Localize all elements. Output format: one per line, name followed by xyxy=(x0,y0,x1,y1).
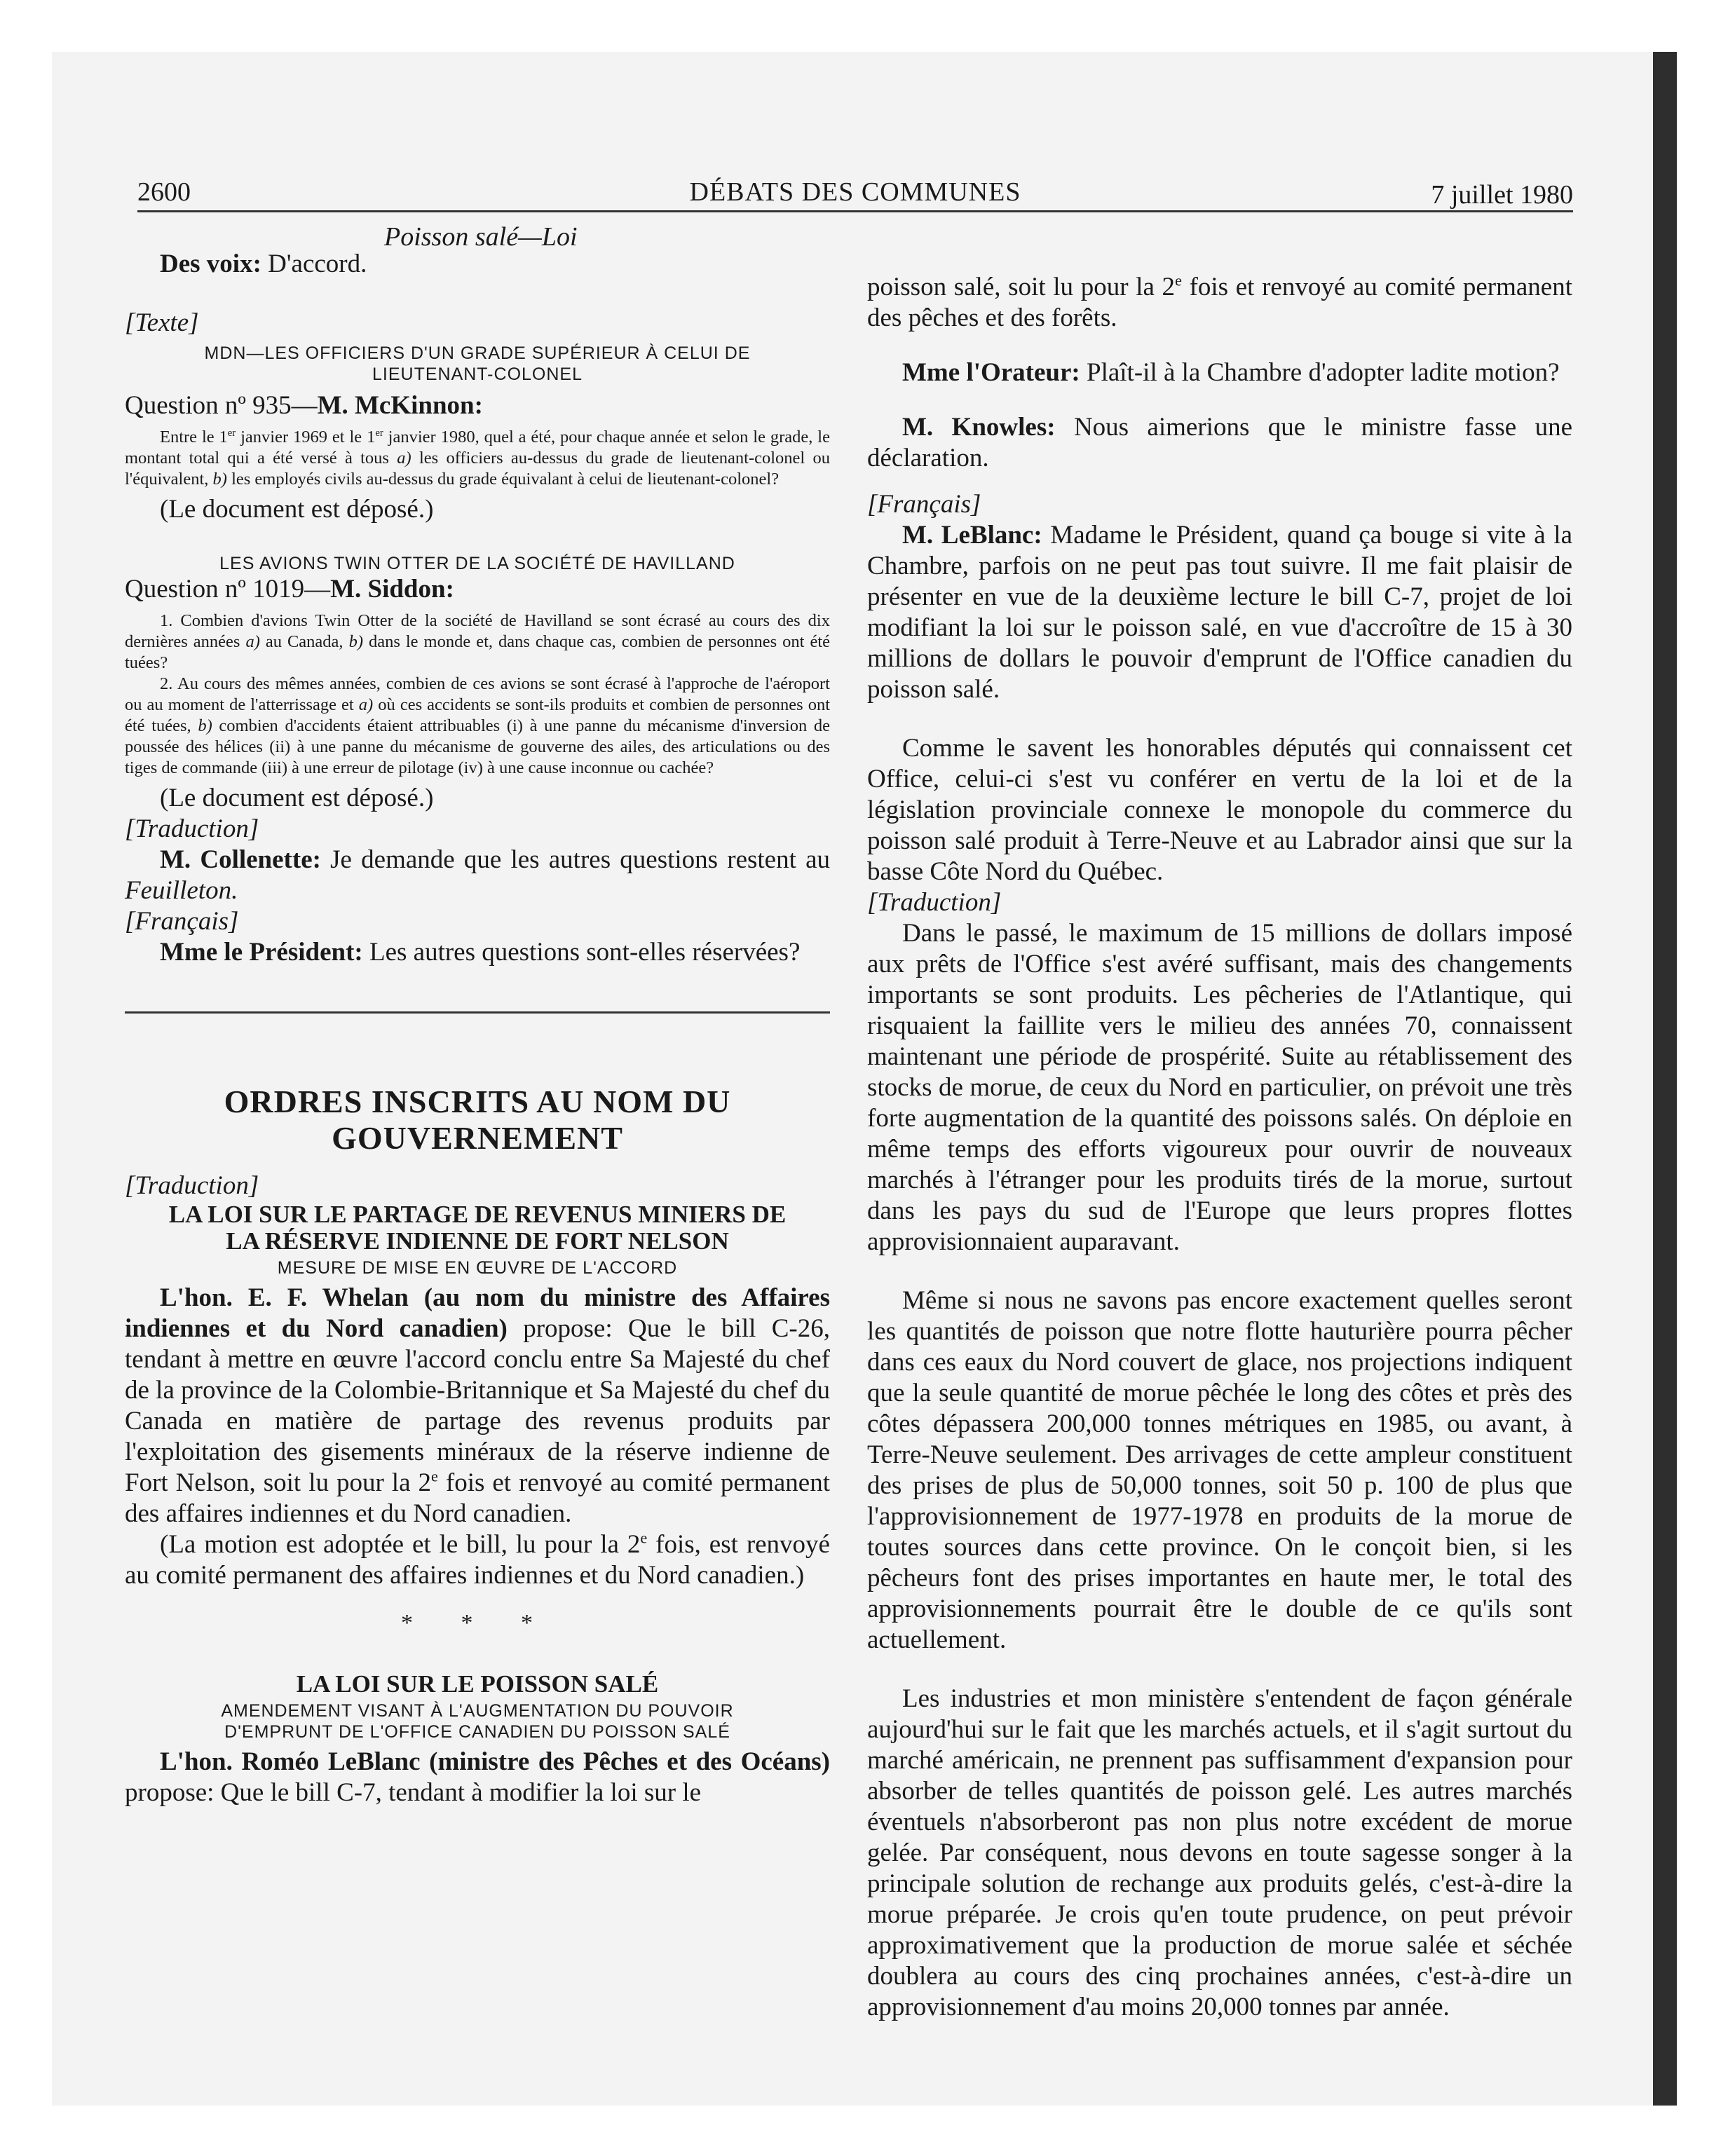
francais-tag: [Français] xyxy=(125,906,239,936)
francais-tag: [Français] xyxy=(867,490,981,519)
speaker-name: L'hon. E. F. Whelan (au nom du ministre des Affaires indiennes et du Nord canadien) xyxy=(125,1283,830,1343)
passe-paragraph: Dans le passé, le maximum de 15 millions de dollars imposé aux prêts de l'Office s'est avéré suffisant, mais des changements importants se sont produits. Les pêcheries de l'Atlantique, qui risquaient la faillite vers le milieu des années 70, connaissent maintenant une période de prospérité. Suite au rétablissement des stocks de morue, de ceux du Nord en particulier, on prévoit une très forte augmentation de la quantité des poissons salés. On déploie en même temps des efforts vigoureux pour ouvrir de nouveaux marchés à l'étranger pour les produits tirés de la morue, surtout dans les pays du sud de l'Europe que leurs propres flottes approvisionnaient auparavant. xyxy=(867,919,1572,1256)
meme-paragraph: Même si nous ne savons pas encore exactement quelles seront les quantités de poisson que notre flotte hauturière pourra pêcher dans ces eaux du Nord couvert de glace, nos projections indiquent que la seule quantité de morue pêchée le long des côtes et près des côtes dépassera 200,000 tonnes métriques en 1985, ou avant, à Terre-Neuve seulement. Des arrivages de cette ampleur constituent des prises de plus de 50,000 tonnes, soit 50 p. 100 de plus que l'approvisionnement de 1977-1978 en produits de la morue de toutes sources dans cette province. On le conçoit bien, si les pêcheurs font des prises importantes en haute mer, le total des approvisionnements pourrait être le double de ce qu'ils sont actuellement. xyxy=(867,1286,1572,1654)
poisson-sale-subtitle-1: AMENDEMENT VISANT À L'AUGMENTATION DU POUVOIR xyxy=(221,1701,734,1721)
traduction-tag: [Traduction] xyxy=(125,814,259,843)
section-divider xyxy=(125,1011,830,1014)
poisson-sale-title: LA LOI SUR LE POISSON SALÉ xyxy=(296,1670,659,1698)
office-paragraph: Comme le savent les honorables députés qui connaissent cet Office, celui-ci s'est vu conférer en vertu de la loi et de la législation provinciale connexe le monopole du commerce du poisson salé produit à Terre-Neuve et au Labrador ainsi que sur la basse Côte Nord du Québec. xyxy=(867,734,1572,886)
speaker-name: Mme le Président: xyxy=(160,937,363,967)
orders-title-line-1: ORDRES INSCRITS AU NOM DU xyxy=(224,1083,731,1119)
whelan-paragraph: L'hon. E. F. Whelan (au nom du ministre des Affaires indiennes et du Nord canadien) propose: Que le bill C-26, tendant à mettre en œuvre l'accord conclu entre Sa Majesté du chef de la province de la Colombie-Britannique et Sa Majesté du chef du Canada en matière de partage des revenus produits par l'exploitation des gisements minéraux de la réserve indienne de Fort Nelson, soit lu pour la 2e fois et renvoyé au comité permanent des affaires indiennes et du Nord canadien. xyxy=(125,1283,830,1528)
page-date: 7 juillet 1980 xyxy=(1431,180,1573,210)
fort-nelson-title-line-2: LA RÉSERVE INDIENNE DE FORT NELSON xyxy=(226,1227,729,1255)
poisson-sale-subtitle-2: D'EMPRUNT DE L'OFFICE CANADIEN DU POISSON SALÉ xyxy=(224,1722,730,1742)
voices-paragraph xyxy=(125,249,830,280)
leblanc-motion-paragraph: L'hon. Roméo LeBlanc (ministre des Pêches et des Océans) propose: Que le bill C-7, tendant à modifier la loi sur le xyxy=(125,1747,830,1807)
member-name: M. McKinnon: xyxy=(317,390,483,420)
running-head: Poisson salé—Loi xyxy=(384,222,578,252)
texte-tag: [Texte] xyxy=(125,308,199,337)
document-deposited: (Le document est déposé.) xyxy=(160,494,434,524)
right-column xyxy=(867,272,1572,2023)
question-1019-part-1: 1. Combien d'avions Twin Otter de la société de Havilland se sont écrasé au cours des dix dernières années a) au Canada, b) dans le monde et, dans chaque cas, combien de personnes ont été tuées? xyxy=(125,610,830,672)
industries-paragraph: Les industries et mon ministère s'entendent de façon générale aujourd'hui sur le fait que les marchés actuels, et il s'agit surtout du marché américain, ne prennent pas suffisamment d'expansion pour absorber de telles quantités de poisson gelé. Les autres marchés éventuels n'absorberont pas non plus notre excédent de morue gelée. Par conséquent, nous devons en toute sagesse songer à la principale solution de rechange aux produits gelés, c'est-à-dire la morue préparée. Je crois qu'en toute prudence, on peut prévoir approximativement que la production de morue salée et séchée doublera au cours des cinq prochaines années, c'est-à-dire un approvisionnement d'au moins 20,000 tonnes par année. xyxy=(867,1684,1572,2021)
orders-title-line-2: GOUVERNEMENT xyxy=(332,1119,623,1156)
scan-edge-bar xyxy=(1653,52,1677,2106)
collenette-paragraph: M. Collenette: Je demande que les autres questions restent au Feuilleton. xyxy=(125,845,830,905)
speaker-name: M. Knowles: xyxy=(902,413,1056,442)
question-935-text: Entre le 1er janvier 1969 et le 1er janvier 1980, quel a été, pour chaque année et selon le grade, le montant total qui a été versé à tous a) les officiers au-dessus du grade de lieutenant-colonel ou l'équivalent, b) les employés civils au-dessus du grade équivalant à celui de lieutenant-colonel? xyxy=(125,427,830,489)
speaker-name: Des voix: xyxy=(160,249,261,278)
mdn-title-line-2: LIEUTENANT-COLONEL xyxy=(372,364,583,384)
twin-otter-title: LES AVIONS TWIN OTTER DE LA SOCIÉTÉ DE HAVILLAND xyxy=(219,553,735,573)
left-column xyxy=(125,223,830,1808)
question-1019-heading xyxy=(125,574,830,605)
speaker-name: M. LeBlanc: xyxy=(902,521,1042,550)
continuation-paragraph: poisson salé, soit lu pour la 2e fois et renvoyé au comité permanent des pêches et des forêts. xyxy=(867,271,1572,332)
speech-text: D'accord. xyxy=(261,249,367,278)
question-label: Question nº 935— xyxy=(125,390,318,420)
mdn-title-line-1: MDN—LES OFFICIERS D'UN GRADE SUPÉRIEUR À CELUI DE xyxy=(204,343,751,363)
page-number: 2600 xyxy=(137,177,191,207)
publication-title: DÉBATS DES COMMUNES xyxy=(689,177,1021,207)
speaker-name: L'hon. Roméo LeBlanc (ministre des Pêches et des Océans) xyxy=(160,1747,830,1776)
page-header xyxy=(137,175,1573,212)
section-stars: * * * xyxy=(401,1609,554,1636)
question-label: Question nº 1019— xyxy=(125,574,331,603)
motion-paragraph: (La motion est adoptée et le bill, lu pour la 2e fois, est renvoyé au comité permanent des affaires indiennes et du Nord canadien.) xyxy=(125,1529,830,1590)
speaker-name: Mme l'Orateur: xyxy=(902,358,1080,387)
president-paragraph: Mme le Président: Les autres questions sont-elles réservées? xyxy=(160,937,801,967)
question-1019-part-2: 2. Au cours des mêmes années, combien de ces avions se sont écrasé à l'approche de l'aéroport ou au moment de l'atterrissage et a) où ces accidents se sont-ils produits et combien de personnes ont été tuées, b) combien d'accidents étaient attribuables (i) à une panne du mécanisme d'inversion de poussée des hélices (ii) à une panne du mécanisme de gouverne des ailes, des articulations ou des tiges de commande (iii) à une erreur de pilotage (iv) à une cause inconnue ou cachée? xyxy=(125,674,830,777)
fort-nelson-title-line-1: LA LOI SUR LE PARTAGE DE REVENUS MINIERS DE xyxy=(168,1200,787,1228)
document-deposited: (Le document est déposé.) xyxy=(160,783,434,812)
orateur-paragraph: Mme l'Orateur: Plaît-il à la Chambre d'adopter ladite motion? xyxy=(902,358,1560,387)
leblanc-speech-paragraph: M. LeBlanc: Madame le Président, quand ça bouge si vite à la Chambre, parfois on ne peut pas tout suivre. Il me fait plaisir de présenter en vue de la deuxième lecture le bill C-7, projet de loi modifiant la loi sur le poisson salé, en vue d'accroître de 15 à 30 millions de dollars le pouvoir d'emprunt de l'Office canadien du poisson salé. xyxy=(867,521,1572,704)
traduction-tag: [Traduction] xyxy=(867,888,1002,917)
question-935-heading xyxy=(125,390,830,421)
fort-nelson-subtitle: MESURE DE MISE EN ŒUVRE DE L'ACCORD xyxy=(277,1257,678,1278)
traduction-tag: [Traduction] xyxy=(125,1171,259,1200)
knowles-paragraph: M. Knowles: Nous aimerions que le ministre fasse une déclaration. xyxy=(867,413,1572,472)
member-name: M. Siddon: xyxy=(330,574,454,603)
speaker-name: M. Collenette: xyxy=(160,845,321,874)
